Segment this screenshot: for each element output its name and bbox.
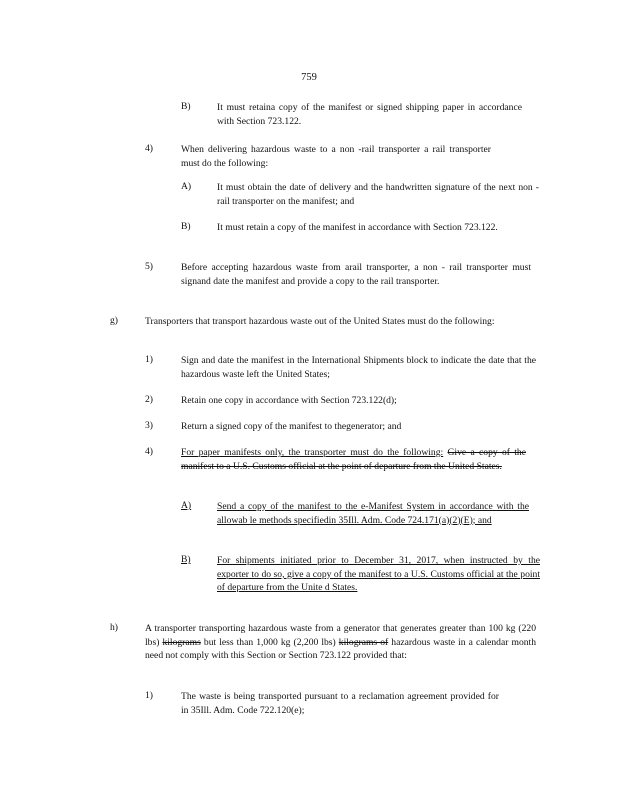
- clause-text: For shipments initiated prior to December 31, 2017, when instructed by the exporter to do so, give a copy of the manifest to a U.S. Customs official at the point of departure from the Unite d States.: [217, 555, 540, 594]
- deleted-text: kilograms: [162, 636, 201, 648]
- clause-label: B): [181, 221, 191, 232]
- clause-label: 5): [145, 261, 153, 272]
- clause-label: A): [181, 181, 192, 192]
- clause-text: [145, 622, 536, 663]
- clause-label: 3): [145, 420, 153, 431]
- text-part: but less than 1,000 kg (2,200 lbs): [203, 636, 336, 648]
- deleted-text: kilograms of: [338, 636, 389, 648]
- clause-text: It must obtain the date of delivery and the handwritten signature of the next non -rail transporter on the manifest; and: [217, 182, 539, 207]
- clause-text: The waste is being transported pursuant to a reclamation agreement provided for in 35Ill. Adm. Code 722.120(e);: [181, 691, 499, 716]
- deleted-text: Give a copy of the manifest to a U.S. Customs official at the point of departure from the United States.: [181, 447, 526, 472]
- text-part: hazardous waste in a calendar month need not comply with this Section or Section 723.122 provided that:: [145, 636, 537, 662]
- page-number: 759: [301, 72, 317, 83]
- clause-label: g): [110, 315, 118, 326]
- clause-text: Before accepting hazardous waste from arail transporter, a non - rail transporter must signand date the manifest and provide a copy to the rail transporter.: [181, 262, 531, 287]
- clause-label: B): [181, 101, 191, 112]
- clause-label: 2): [145, 394, 153, 405]
- clause-text: Retain one copy in accordance with Section 723.122(d);: [181, 395, 397, 406]
- text-part: A transporter transporting hazardous waste from a generator that generates greater than 100 kg (220 lbs): [145, 623, 536, 648]
- clause-label: 1): [145, 690, 153, 701]
- clause-label: h): [110, 622, 118, 633]
- clause-text: Sign and date the manifest in the International Shipments block to indicate the date that the hazardous waste left the United States;: [181, 355, 536, 380]
- clause-text: It must retain a copy of the manifest in accordance with Section 723.122.: [217, 222, 498, 233]
- clause-text: It must retaina copy of the manifest or signed shipping paper in accordance with Section 723.122.: [217, 102, 522, 127]
- clause-text: When delivering hazardous waste to a non -rail transporter a rail transporter must do the following:: [181, 144, 491, 169]
- clause-label: A): [181, 500, 192, 511]
- clause-label: 1): [145, 354, 153, 365]
- clause-label: 4): [145, 446, 153, 457]
- clause-text: Send a copy of the manifest to the e-Manifest System in accordance with the allowab le methods specifiedin 35Ill. Adm. Code 724.171(a)(2)(E); and: [217, 501, 529, 526]
- clause-text: [181, 446, 526, 473]
- clause-label: 4): [145, 143, 153, 154]
- inserted-text: For paper manifests only, the transporter must do the following:: [181, 447, 444, 458]
- clause-text: Return a signed copy of the manifest to thegenerator; and: [181, 421, 402, 432]
- clause-text: Transporters that transport hazardous waste out of the United States must do the following:: [145, 316, 495, 327]
- clause-label: B): [181, 554, 191, 565]
